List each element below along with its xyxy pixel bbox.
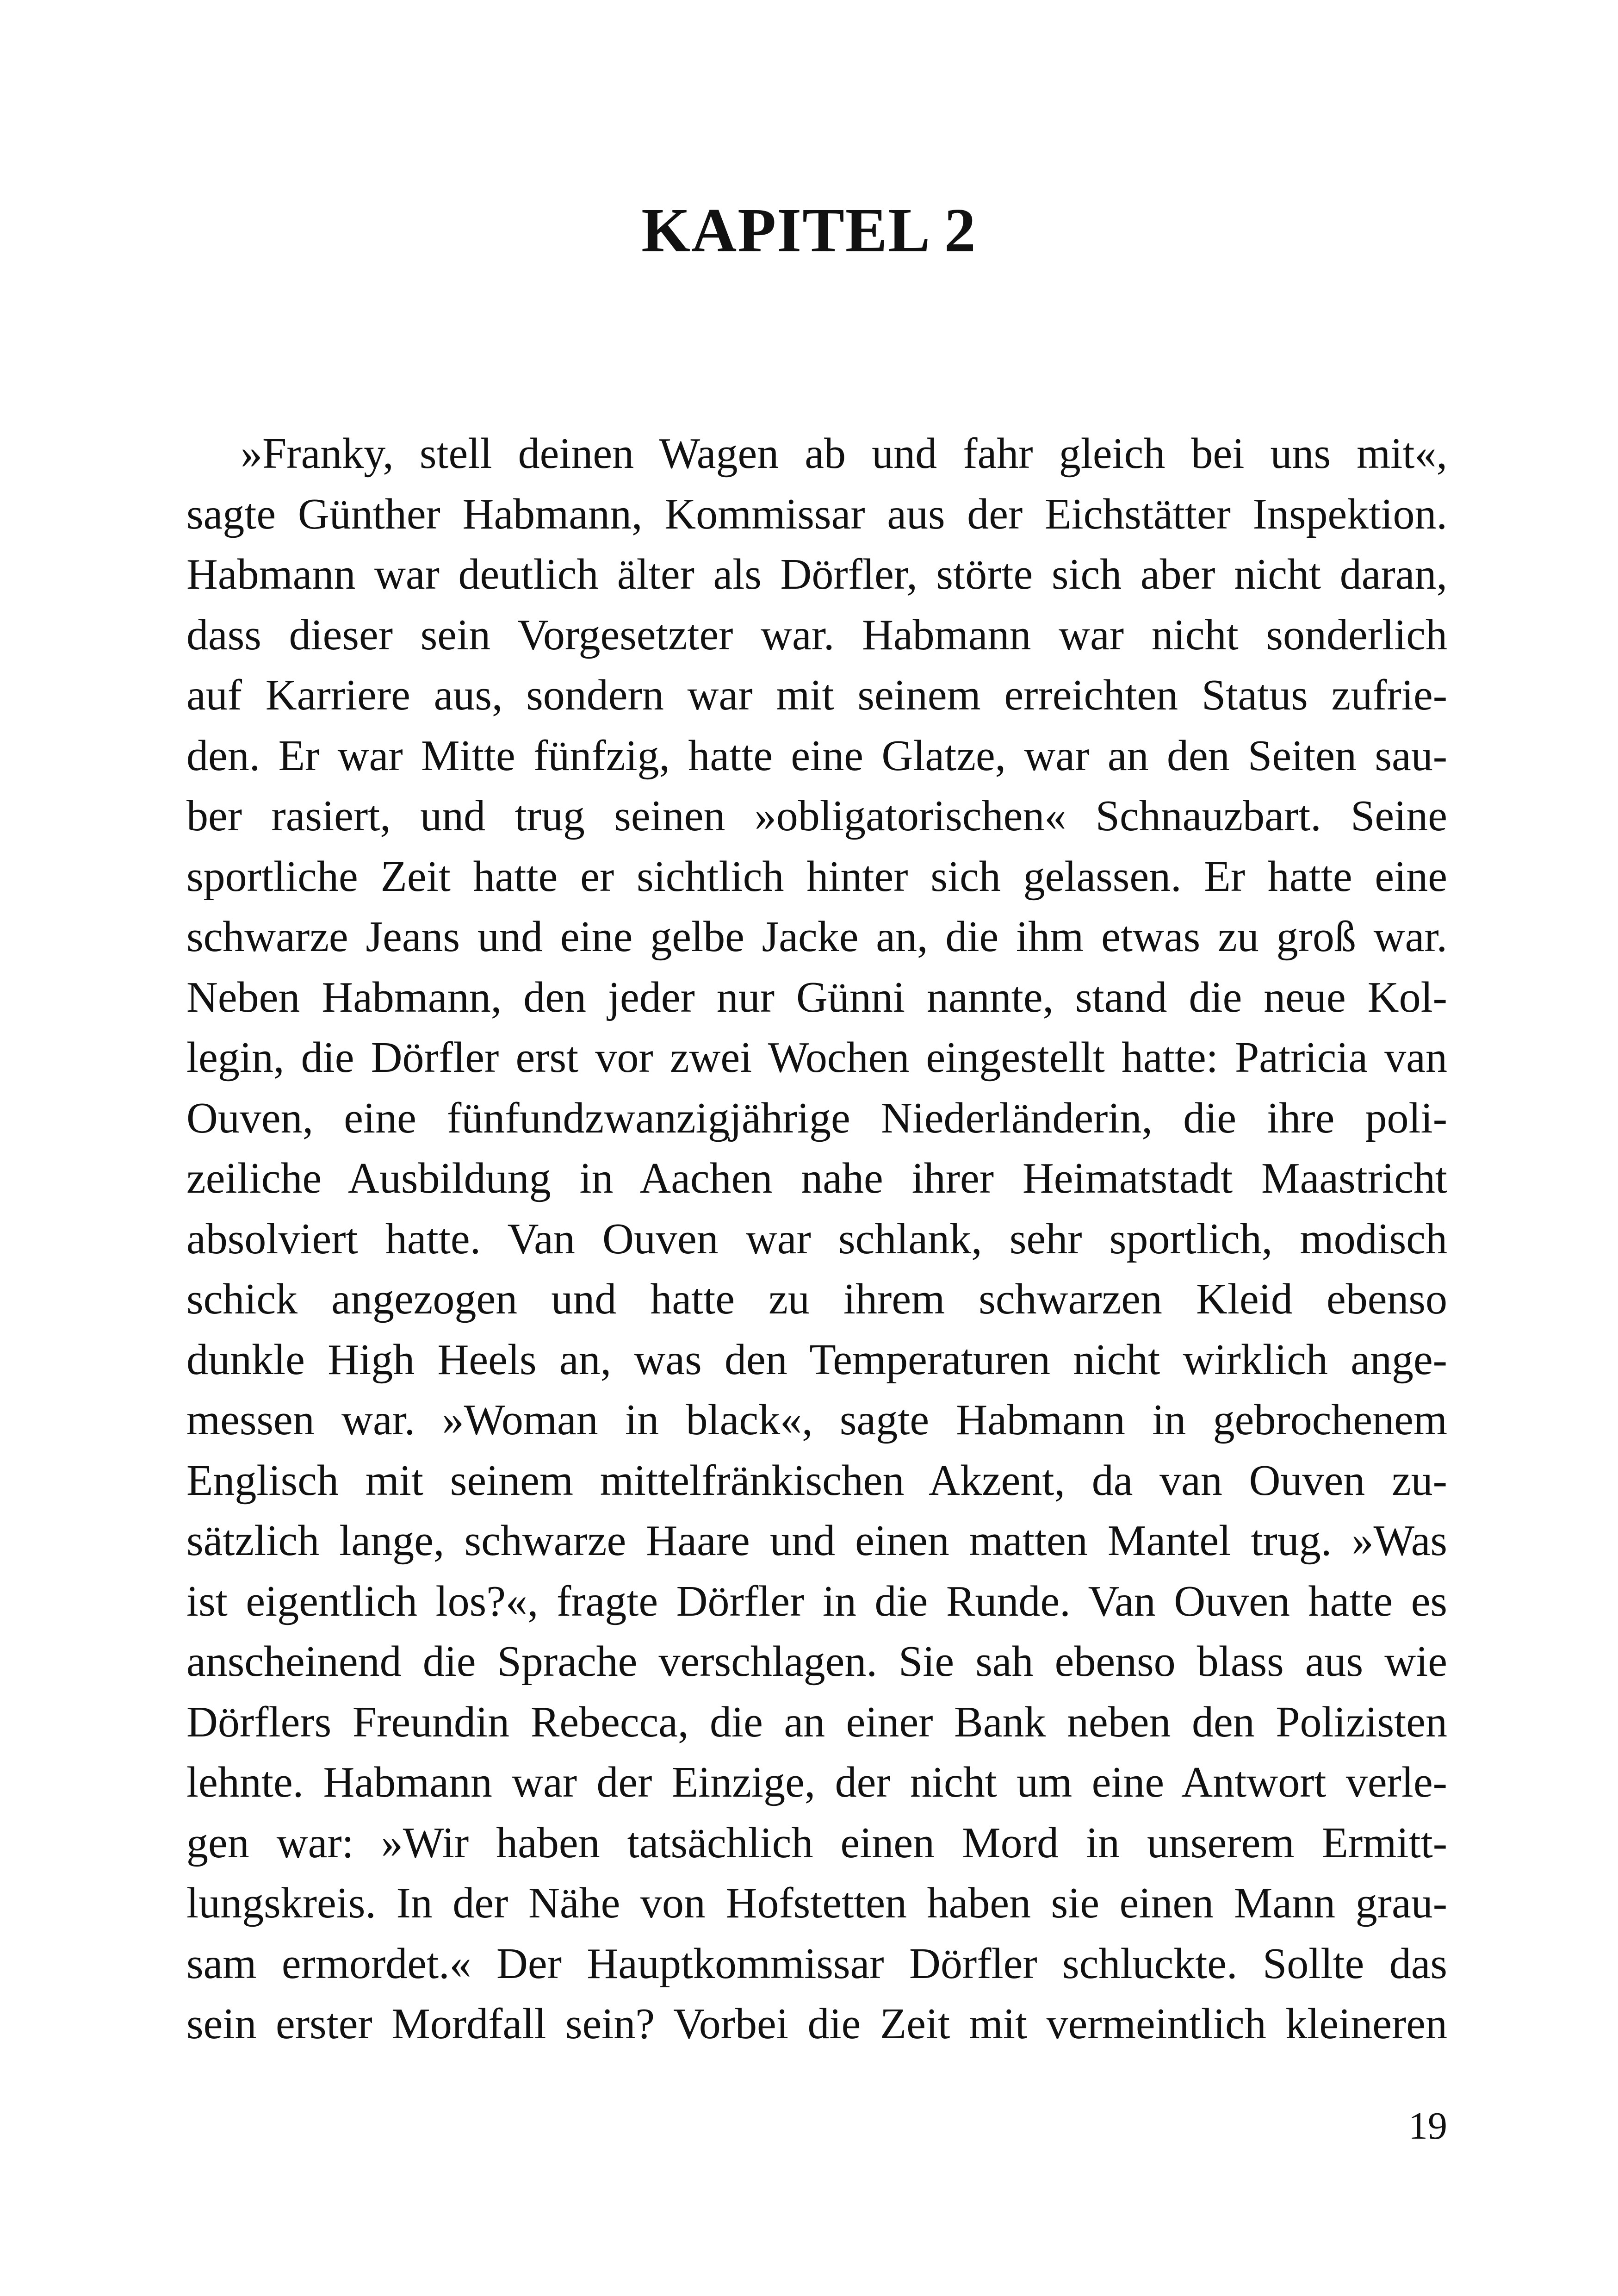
text-line: Englisch mit seinem mittelfränkischen Akzent, da van Ouven zu- bbox=[186, 1456, 1447, 1505]
text-line: legin, die Dörfler erst vor zwei Wochen eingestellt hatte: Patricia van bbox=[186, 1033, 1447, 1082]
text-line: sam ermordet.« Der Hauptkommissar Dörfler schluckte. Sollte das bbox=[186, 1939, 1447, 1988]
text-line: lehnte. Habmann war der Einzige, der nicht um eine Antwort verle- bbox=[186, 1758, 1447, 1806]
text-line: auf Karriere aus, sondern war mit seinem erreichten Status zufrie- bbox=[186, 671, 1447, 719]
text-line: schick angezogen und hatte zu ihrem schwarzen Kleid ebenso bbox=[186, 1275, 1447, 1323]
text-line: Dörflers Freundin Rebecca, die an einer Bank neben den Polizisten bbox=[186, 1698, 1447, 1746]
text-line: schwarze Jeans und eine gelbe Jacke an, die ihm etwas zu groß war. bbox=[186, 913, 1447, 961]
text-line: den. Er war Mitte fünfzig, hatte eine Glatze, war an den Seiten sau- bbox=[186, 731, 1447, 780]
text-line: anscheinend die Sprache verschlagen. Sie sah ebenso blass aus wie bbox=[186, 1637, 1447, 1686]
text-line: sätzlich lange, schwarze Haare und einen matten Mantel trug. »Was bbox=[186, 1517, 1447, 1565]
text-line: dunkle High Heels an, was den Temperaturen nicht wirklich ange- bbox=[186, 1335, 1447, 1384]
page-number: 19 bbox=[1408, 2104, 1447, 2147]
text-line: lungskreis. In der Nähe von Hofstetten haben sie einen Mann grau- bbox=[186, 1879, 1447, 1927]
text-line: sagte Günther Habmann, Kommissar aus der Eichstätter Inspektion. bbox=[186, 490, 1447, 538]
text-line: gen war: »Wir haben tatsächlich einen Mord in unserem Ermitt- bbox=[186, 1818, 1447, 1867]
text-line: sein erster Mordfall sein? Vorbei die Zeit mit vermeintlich kleineren bbox=[186, 2000, 1447, 2048]
text-line: ber rasiert, und trug seinen »obligatorischen« Schnauzbart. Seine bbox=[186, 792, 1447, 840]
text-line: ist eigentlich los?«, fragte Dörfler in die Runde. Van Ouven hatte es bbox=[186, 1577, 1447, 1625]
text-line: Ouven, eine fünfundzwanzigjährige Niederländerin, die ihre poli- bbox=[186, 1094, 1447, 1142]
chapter-title: KAPITEL 2 bbox=[641, 196, 977, 265]
text-line: Habmann war deutlich älter als Dörfler, störte sich aber nicht daran, bbox=[186, 550, 1447, 598]
text-line: messen war. »Woman in black«, sagte Habmann in gebrochenem bbox=[186, 1396, 1447, 1444]
text-line: dass dieser sein Vorgesetzter war. Habmann war nicht sonderlich bbox=[186, 610, 1447, 659]
text-line: absolviert hatte. Van Ouven war schlank, sehr sportlich, modisch bbox=[186, 1214, 1447, 1263]
text-line: Neben Habmann, den jeder nur Günni nannte, stand die neue Kol- bbox=[186, 973, 1447, 1021]
body-text bbox=[186, 423, 1447, 2054]
text-line: zeiliche Ausbildung in Aachen nahe ihrer Heimatstadt Maastricht bbox=[186, 1154, 1447, 1202]
text-line: »Franky, stell deinen Wagen ab und fahr gleich bei uns mit«, bbox=[241, 429, 1447, 478]
text-line: sportliche Zeit hatte er sichtlich hinter sich gelassen. Er hatte eine bbox=[186, 852, 1447, 901]
